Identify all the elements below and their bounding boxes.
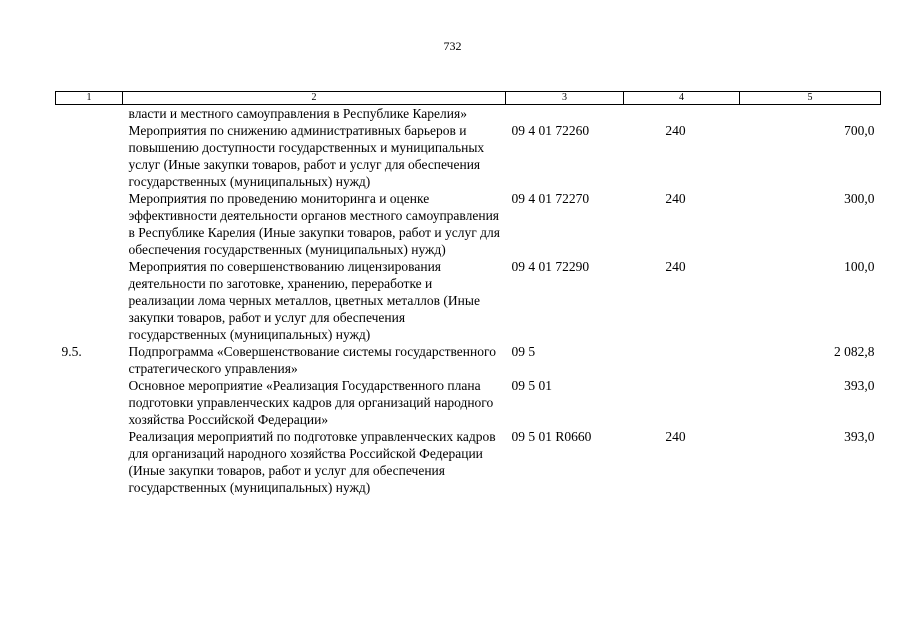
row-type: 240 [665, 429, 686, 444]
row-name: Мероприятия по снижению административных барьеров и повышению доступности государственных и муниципальных услуг (Иные закупки товаров, работ и услуг для обеспечения государственных (муниципальных) нужд) [128, 123, 485, 189]
row-sum: 393,0 [844, 429, 875, 444]
row-type [624, 343, 740, 377]
table-row [56, 258, 881, 343]
row-name: власти и местного самоуправления в Республике Карелия» [128, 106, 467, 121]
row-sum [740, 105, 881, 123]
row-sum: 100,0 [844, 259, 875, 274]
column-header-3: 3 [506, 92, 624, 105]
table-row [56, 122, 881, 190]
row-code: 09 5 01 [511, 378, 552, 393]
row-type [624, 377, 740, 428]
column-header-1: 1 [56, 92, 123, 105]
row-number [56, 377, 123, 428]
row-name: Мероприятия по совершенствованию лицензирования деятельности по заготовке, хранению, переработке и реализации лома черных металлов, цветных металлов (Иные закупки товаров, работ и услуг для обеспечения государственных (муниципальных) нужд) [128, 259, 480, 342]
row-code: 09 5 01 R0660 [511, 429, 592, 444]
column-header-4: 4 [624, 92, 740, 105]
row-type: 240 [665, 259, 686, 274]
row-sum: 700,0 [844, 123, 875, 138]
table-row [56, 377, 881, 428]
table-row [56, 343, 881, 377]
table-header-row [56, 92, 881, 105]
row-number [56, 258, 123, 343]
row-sum: 2 082,8 [834, 344, 875, 359]
row-sum: 300,0 [844, 191, 875, 206]
row-name: Мероприятия по проведению мониторинга и оценке эффективности деятельности органов местного самоуправления в Республике Карелия (Иные закупки товаров, работ и услуг для обеспечения государственных (муниципальных) нужд) [128, 191, 500, 257]
column-header-5: 5 [740, 92, 881, 105]
row-code: 09 4 01 72270 [511, 191, 590, 206]
row-code: 09 4 01 72290 [511, 259, 590, 274]
row-code: 09 4 01 72260 [511, 123, 590, 138]
row-name: Реализация мероприятий по подготовке управленческих кадров для организаций народного хозяйства Российской Федерации (Иные закупки товаров, работ и услуг для обеспечения государственных (муниципальных) нужд) [128, 429, 496, 495]
row-name: Подпрограмма «Совершенствование системы государственного стратегического управления» [128, 344, 496, 376]
row-number: 9.5. [61, 344, 82, 359]
table-row [56, 428, 881, 496]
row-number [56, 190, 123, 258]
page-number: 732 [443, 39, 462, 53]
row-type: 240 [665, 123, 686, 138]
row-number [56, 428, 123, 496]
row-sum: 393,0 [844, 378, 875, 393]
table-row [56, 105, 881, 123]
row-number [56, 105, 123, 123]
row-number [56, 122, 123, 190]
row-type [624, 105, 740, 123]
budget-table [55, 91, 881, 496]
row-code: 09 5 [511, 344, 536, 359]
row-type: 240 [665, 191, 686, 206]
row-code [506, 105, 624, 123]
row-name: Основное мероприятие «Реализация Государственного плана подготовки управленческих кадров для организаций народного хозяйства Российской Федерации» [128, 378, 494, 427]
table-row [56, 190, 881, 258]
column-header-2: 2 [123, 92, 506, 105]
